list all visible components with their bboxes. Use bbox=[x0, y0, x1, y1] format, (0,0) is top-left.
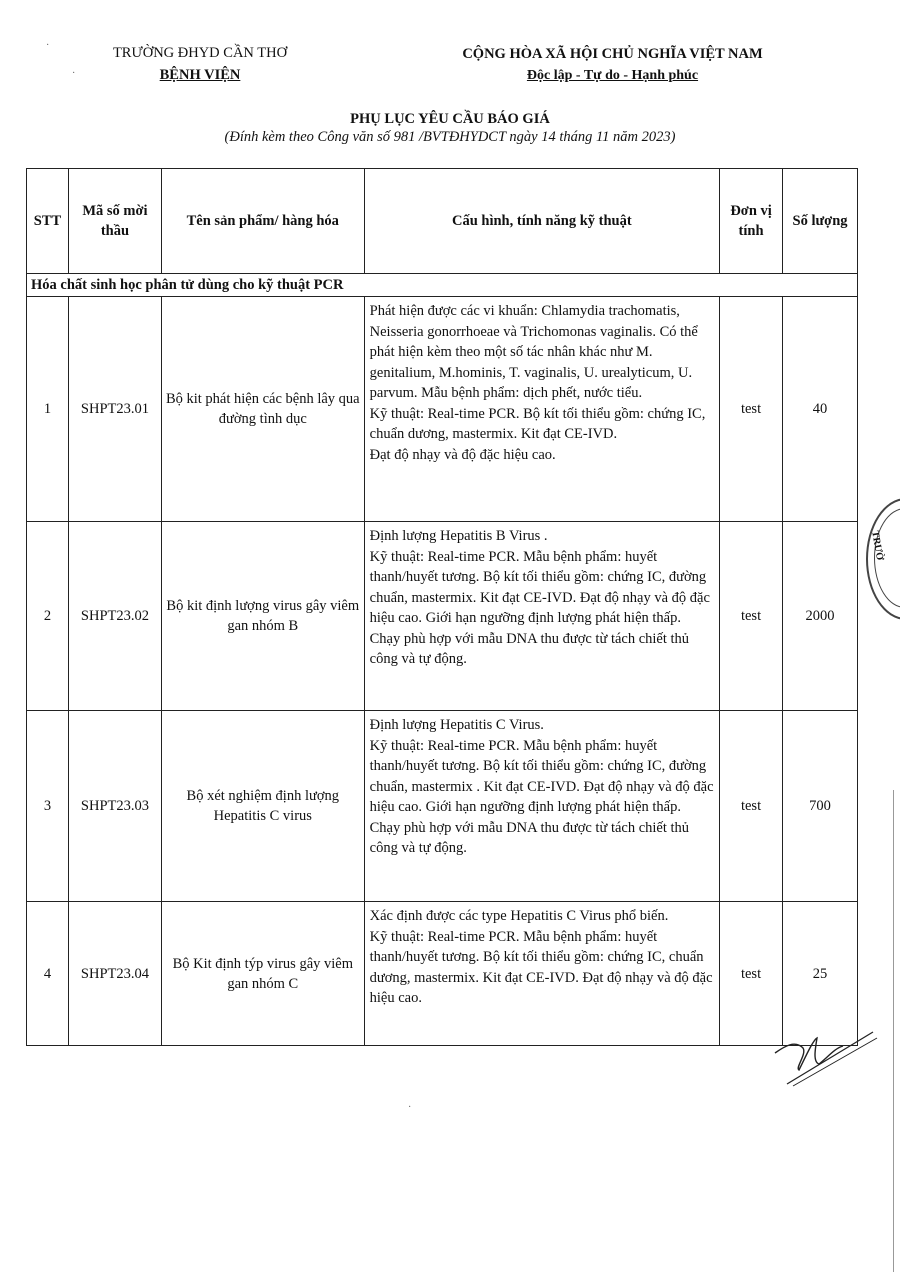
spec-line: Kỹ thuật: Real-time PCR. Bộ kít tối thiểu gồm: chứng IC, chuẩn dương, mastermix. Kit đạt CE-IVD. bbox=[369, 405, 706, 442]
row-unit: test bbox=[720, 711, 783, 902]
spec-line: Kỹ thuật: Real-time PCR. Mẫu bệnh phẩm: huyết thanh/huyết tương. Bộ kít tối thiểu gồm: chứng IC, đường chuẩn, mastermix . Kit đạt CE-IVD. Đạt độ nhạy và độ đặc hiệu cao. Giới hạn ngưỡng định lượng phát hiện thấp. Chạy phù hợp với mẫu DNA thu được từ tách chiết thủ công và tự động. bbox=[369, 737, 714, 856]
spec-line: Định lượng Hepatitis C Virus. bbox=[369, 717, 544, 733]
table-row bbox=[27, 902, 858, 1046]
group-label: Hóa chất sinh học phân tử dùng cho kỹ thuật PCR bbox=[27, 274, 858, 297]
row-spec bbox=[364, 711, 719, 902]
issuer-university: TRƯỜNG ĐHYD CẦN THƠ bbox=[112, 45, 288, 61]
document-subtitle: (Đính kèm theo Công văn số 981 /BVTĐHYDCT ngày 14 tháng 11 năm 2023) bbox=[224, 129, 676, 145]
row-code: SHPT23.02 bbox=[68, 522, 161, 711]
header-unit: Đơn vị tính bbox=[720, 169, 783, 274]
document-title: PHỤ LỤC YÊU CẦU BÁO GIÁ bbox=[350, 111, 550, 127]
group-row bbox=[27, 274, 858, 297]
row-spec bbox=[364, 902, 719, 1046]
header-qty: Số lượng bbox=[783, 169, 858, 274]
row-unit: test bbox=[720, 522, 783, 711]
country-name: CỘNG HÒA XÃ HỘI CHỦ NGHĨA VIỆT NAM bbox=[462, 46, 763, 62]
issuer-hospital: BỆNH VIỆN bbox=[159, 67, 241, 83]
header-stt: STT bbox=[27, 169, 69, 274]
row-spec bbox=[364, 297, 719, 522]
row-code: SHPT23.01 bbox=[68, 297, 161, 522]
national-motto: Độc lập - Tự do - Hạnh phúc bbox=[526, 68, 699, 83]
spec-line: Kỹ thuật: Real-time PCR. Mẫu bệnh phẩm: huyết thanh/huyết tương. Bộ kít tối thiểu gồm: chứng IC, đường chuẩn, mastermix. Kit đạt CE-IVD. Đạt độ nhạy và độ đặc hiệu cao. Giới hạn ngưỡng định lượng phát hiện thấp. Chạy phù hợp với mẫu DNA thu được từ tách chiết thủ công và tự động. bbox=[369, 548, 710, 667]
row-unit: test bbox=[720, 297, 783, 522]
header-spec: Cấu hình, tính năng kỹ thuật bbox=[364, 169, 719, 274]
header-name: Tên sản phẩm/ hàng hóa bbox=[161, 169, 364, 274]
row-name: Bộ Kit định týp virus gây viêm gan nhóm C bbox=[161, 902, 364, 1046]
national-motto-block bbox=[440, 44, 785, 86]
stamp-text: TRƯỜ bbox=[869, 530, 886, 562]
quotation-table bbox=[26, 168, 858, 1046]
table-row bbox=[27, 522, 858, 711]
row-name: Bộ kit định lượng virus gây viêm gan nhóm B bbox=[161, 522, 364, 711]
scan-speck: · bbox=[72, 68, 76, 79]
spec-line: Xác định được các type Hepatitis C Virus phổ biến. bbox=[369, 908, 669, 924]
spec-line: Định lượng Hepatitis B Virus . bbox=[369, 528, 548, 544]
scan-edge-line bbox=[893, 790, 894, 1272]
signature-mark bbox=[765, 1018, 885, 1088]
header-code: Mã số mời thầu bbox=[68, 169, 161, 274]
scan-speck: · bbox=[46, 40, 50, 51]
row-code: SHPT23.03 bbox=[68, 711, 161, 902]
spec-line: Phát hiện được các vi khuẩn: Chlamydia trachomatis, Neisseria gonorrhoeae và Trichomonas vaginalis. Có thể phát hiện kèm theo một số tác nhân khác như M. genitalium, M.hominis, T. vaginalis, U. urealyticum, U. parvum. Mẫu bệnh phẩm: dịch phết, nước tiểu. bbox=[369, 303, 698, 401]
row-unit: test bbox=[720, 902, 783, 1046]
table-row bbox=[27, 711, 858, 902]
spec-line: Đạt độ nhạy và độ đặc hiệu cao. bbox=[369, 446, 556, 463]
row-stt: 4 bbox=[27, 902, 69, 1046]
table-row bbox=[27, 297, 858, 522]
row-qty: 700 bbox=[783, 711, 858, 902]
table-header-row bbox=[27, 169, 858, 274]
row-stt: 2 bbox=[27, 522, 69, 711]
row-qty: 25 bbox=[783, 902, 858, 1046]
row-spec bbox=[364, 522, 719, 711]
scan-speck: · bbox=[408, 1102, 412, 1113]
row-qty: 2000 bbox=[783, 522, 858, 711]
row-code: SHPT23.04 bbox=[68, 902, 161, 1046]
row-name: Bộ xét nghiệm định lượng Hepatitis C virus bbox=[161, 711, 364, 902]
row-stt: 1 bbox=[27, 297, 69, 522]
row-name: Bộ kit phát hiện các bệnh lây qua đường tình dục bbox=[161, 297, 364, 522]
row-stt: 3 bbox=[27, 711, 69, 902]
row-qty: 40 bbox=[783, 297, 858, 522]
issuer-block bbox=[95, 42, 305, 86]
spec-line: Kỹ thuật: Real-time PCR. Mẫu bệnh phẩm: huyết thanh/huyết tương. Bộ kít tối thiểu gồm: chứng IC, chuẩn dương, mastermix. Kit đạt CE-IVD. Đạt độ nhạy và độ đặc hiệu cao. bbox=[369, 928, 713, 1006]
